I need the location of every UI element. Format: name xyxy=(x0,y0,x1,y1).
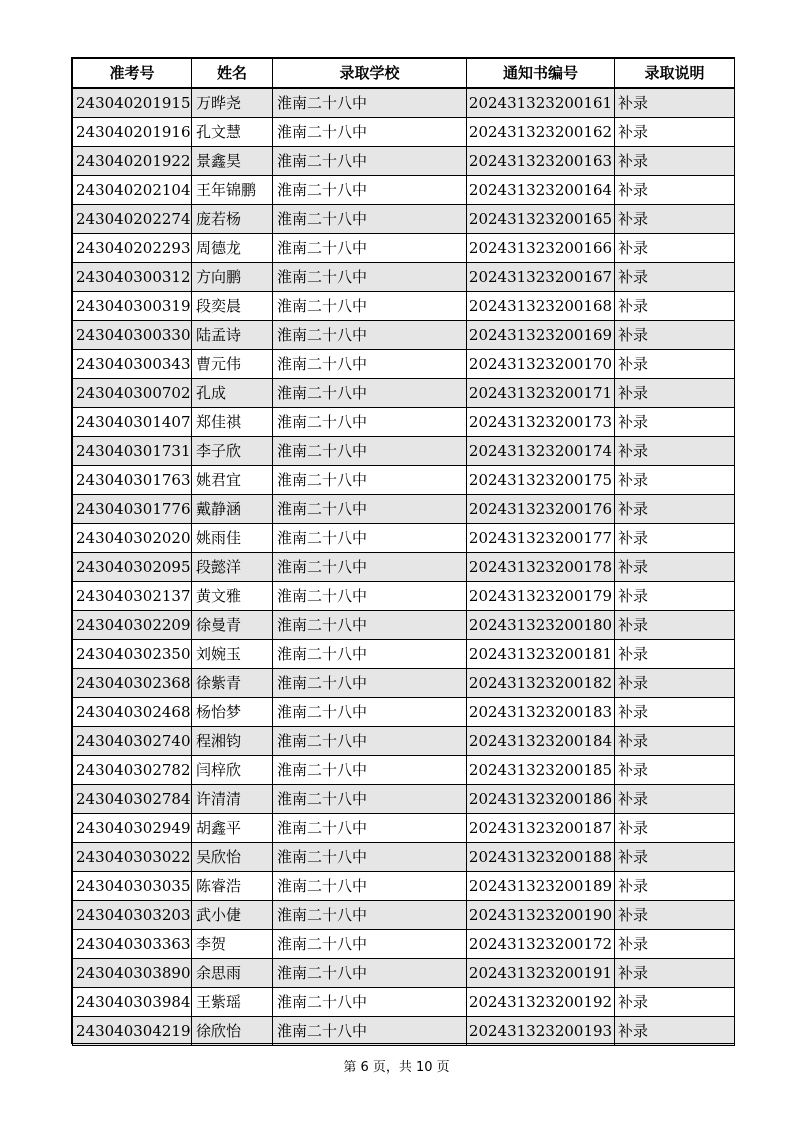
cell-exam-id: 243040300312 xyxy=(73,263,192,292)
cell-admission-note: 补录 xyxy=(615,437,735,466)
cell-exam-id: 243040302782 xyxy=(73,756,192,785)
cell-notice-number: 202431323200177 xyxy=(467,524,615,553)
cell-admission-note: 补录 xyxy=(615,263,735,292)
cell-admission-note: 补录 xyxy=(615,1017,735,1046)
table-row xyxy=(73,118,735,147)
cell-name: 王年锦鹏 xyxy=(192,176,273,205)
table-row xyxy=(73,553,735,582)
cell-school: 淮南二十八中 xyxy=(273,988,467,1017)
cell-notice-number: 202431323200172 xyxy=(467,930,615,959)
cell-school: 淮南二十八中 xyxy=(273,88,467,118)
cell-name: 段懿洋 xyxy=(192,553,273,582)
cell-name: 曹元伟 xyxy=(192,350,273,379)
cell-notice-number: 202431323200167 xyxy=(467,263,615,292)
table-row xyxy=(73,698,735,727)
cell-school: 淮南二十八中 xyxy=(273,814,467,843)
cell-admission-note: 补录 xyxy=(615,466,735,495)
cell-school: 淮南二十八中 xyxy=(273,930,467,959)
cell-notice-number: 202431323200178 xyxy=(467,553,615,582)
cell-notice-number: 202431323200181 xyxy=(467,640,615,669)
cell-exam-id: 243040300319 xyxy=(73,292,192,321)
cell-exam-id: 243040202104 xyxy=(73,176,192,205)
cell-admission-note: 补录 xyxy=(615,553,735,582)
cell-admission-note: 补录 xyxy=(615,901,735,930)
cell-admission-note: 补录 xyxy=(615,292,735,321)
cell-admission-note: 补录 xyxy=(615,495,735,524)
cell-admission-note: 补录 xyxy=(615,611,735,640)
cell-name: 李贺 xyxy=(192,930,273,959)
cell-admission-note: 补录 xyxy=(615,843,735,872)
cell-name: 王紫瑶 xyxy=(192,988,273,1017)
cell-admission-note: 补录 xyxy=(615,872,735,901)
cell-notice-number: 202431323200171 xyxy=(467,379,615,408)
cell-notice-number: 202431323200183 xyxy=(467,698,615,727)
cell-name: 陈睿浩 xyxy=(192,872,273,901)
cell-exam-id: 243040302137 xyxy=(73,582,192,611)
cell-name: 李子欣 xyxy=(192,437,273,466)
cell-school: 淮南二十八中 xyxy=(273,669,467,698)
cell-notice-number: 202431323200186 xyxy=(467,785,615,814)
cell-notice-number: 202431323200175 xyxy=(467,466,615,495)
cell-exam-id: 243040302784 xyxy=(73,785,192,814)
cell-admission-note: 补录 xyxy=(615,524,735,553)
header-name: 姓名 xyxy=(192,59,273,89)
cell-admission-note: 补录 xyxy=(615,234,735,263)
cell-exam-id: 243040303890 xyxy=(73,959,192,988)
cell-school: 淮南二十八中 xyxy=(273,466,467,495)
cell-school: 淮南二十八中 xyxy=(273,147,467,176)
table-row xyxy=(73,640,735,669)
table-row xyxy=(73,495,735,524)
cell-school: 淮南二十八中 xyxy=(273,350,467,379)
cell-name: 武小倢 xyxy=(192,901,273,930)
cell-name: 周德龙 xyxy=(192,234,273,263)
table-row xyxy=(73,205,735,234)
cell-exam-id: 243040300330 xyxy=(73,321,192,350)
cell-exam-id: 243040300702 xyxy=(73,379,192,408)
cell-notice-number: 202431323200174 xyxy=(467,437,615,466)
header-exam-id: 准考号 xyxy=(73,59,192,89)
cell-exam-id: 243040303203 xyxy=(73,901,192,930)
cell-name: 杨怡梦 xyxy=(192,698,273,727)
admission-table xyxy=(72,58,735,1046)
cell-exam-id: 243040302468 xyxy=(73,698,192,727)
cell-name: 陆孟诗 xyxy=(192,321,273,350)
cell-exam-id: 243040301776 xyxy=(73,495,192,524)
cell-name: 孔文慧 xyxy=(192,118,273,147)
cell-admission-note: 补录 xyxy=(615,669,735,698)
cell-name: 胡鑫平 xyxy=(192,814,273,843)
table-row xyxy=(73,176,735,205)
cell-notice-number: 202431323200193 xyxy=(467,1017,615,1046)
cell-notice-number: 202431323200190 xyxy=(467,901,615,930)
cell-notice-number: 202431323200161 xyxy=(467,88,615,118)
cell-admission-note: 补录 xyxy=(615,176,735,205)
cell-admission-note: 补录 xyxy=(615,408,735,437)
cell-school: 淮南二十八中 xyxy=(273,321,467,350)
cell-school: 淮南二十八中 xyxy=(273,205,467,234)
cell-exam-id: 243040301407 xyxy=(73,408,192,437)
cell-school: 淮南二十八中 xyxy=(273,582,467,611)
cell-exam-id: 243040201916 xyxy=(73,118,192,147)
cell-notice-number: 202431323200180 xyxy=(467,611,615,640)
table-row xyxy=(73,988,735,1017)
cell-notice-number: 202431323200168 xyxy=(467,292,615,321)
table-row xyxy=(73,292,735,321)
cell-exam-id: 243040201922 xyxy=(73,147,192,176)
cell-exam-id: 243040302949 xyxy=(73,814,192,843)
cell-name: 郑佳祺 xyxy=(192,408,273,437)
table-header xyxy=(73,59,735,89)
cell-name: 姚君宜 xyxy=(192,466,273,495)
cell-name: 余思雨 xyxy=(192,959,273,988)
cell-notice-number: 202431323200182 xyxy=(467,669,615,698)
table-row xyxy=(73,88,735,118)
header-row xyxy=(73,59,735,89)
cell-exam-id: 243040202293 xyxy=(73,234,192,263)
table-row xyxy=(73,959,735,988)
cell-school: 淮南二十八中 xyxy=(273,263,467,292)
cell-admission-note: 补录 xyxy=(615,582,735,611)
cell-notice-number: 202431323200162 xyxy=(467,118,615,147)
cell-name: 庞若杨 xyxy=(192,205,273,234)
cell-name: 姚雨佳 xyxy=(192,524,273,553)
table-row xyxy=(73,901,735,930)
cell-notice-number: 202431323200184 xyxy=(467,727,615,756)
cell-notice-number: 202431323200189 xyxy=(467,872,615,901)
table-row xyxy=(73,350,735,379)
cell-school: 淮南二十八中 xyxy=(273,756,467,785)
cell-admission-note: 补录 xyxy=(615,321,735,350)
cell-school: 淮南二十八中 xyxy=(273,785,467,814)
cell-school: 淮南二十八中 xyxy=(273,640,467,669)
cell-exam-id: 243040302095 xyxy=(73,553,192,582)
cell-exam-id: 243040300343 xyxy=(73,350,192,379)
table-body xyxy=(73,88,735,1046)
cell-school: 淮南二十八中 xyxy=(273,959,467,988)
cell-notice-number: 202431323200163 xyxy=(467,147,615,176)
cell-name: 许清清 xyxy=(192,785,273,814)
cell-admission-note: 补录 xyxy=(615,756,735,785)
cell-name: 戴静涵 xyxy=(192,495,273,524)
cell-school: 淮南二十八中 xyxy=(273,727,467,756)
cell-notice-number: 202431323200192 xyxy=(467,988,615,1017)
table-row xyxy=(73,263,735,292)
cell-exam-id: 243040303984 xyxy=(73,988,192,1017)
cell-school: 淮南二十八中 xyxy=(273,495,467,524)
cell-notice-number: 202431323200173 xyxy=(467,408,615,437)
table-row xyxy=(73,872,735,901)
cell-admission-note: 补录 xyxy=(615,147,735,176)
cell-admission-note: 补录 xyxy=(615,350,735,379)
cell-admission-note: 补录 xyxy=(615,785,735,814)
cell-school: 淮南二十八中 xyxy=(273,408,467,437)
cell-notice-number: 202431323200188 xyxy=(467,843,615,872)
cell-school: 淮南二十八中 xyxy=(273,524,467,553)
cell-school: 淮南二十八中 xyxy=(273,292,467,321)
cell-admission-note: 补录 xyxy=(615,640,735,669)
cell-school: 淮南二十八中 xyxy=(273,698,467,727)
cell-name: 徐紫青 xyxy=(192,669,273,698)
cell-name: 景鑫昊 xyxy=(192,147,273,176)
table-row xyxy=(73,785,735,814)
cell-name: 孔成 xyxy=(192,379,273,408)
cell-notice-number: 202431323200169 xyxy=(467,321,615,350)
table-row xyxy=(73,379,735,408)
table-row xyxy=(73,582,735,611)
table-row xyxy=(73,843,735,872)
cell-notice-number: 202431323200179 xyxy=(467,582,615,611)
cell-name: 徐欣怡 xyxy=(192,1017,273,1046)
cell-school: 淮南二十八中 xyxy=(273,872,467,901)
cell-admission-note: 补录 xyxy=(615,118,735,147)
cell-notice-number: 202431323200191 xyxy=(467,959,615,988)
table-row xyxy=(73,756,735,785)
table-row xyxy=(73,408,735,437)
cell-school: 淮南二十八中 xyxy=(273,379,467,408)
cell-admission-note: 补录 xyxy=(615,698,735,727)
cell-name: 方向鹏 xyxy=(192,263,273,292)
table-row xyxy=(73,466,735,495)
cell-exam-id: 243040302368 xyxy=(73,669,192,698)
cell-notice-number: 202431323200166 xyxy=(467,234,615,263)
cell-school: 淮南二十八中 xyxy=(273,611,467,640)
cell-name: 段奕晨 xyxy=(192,292,273,321)
cell-admission-note: 补录 xyxy=(615,727,735,756)
cell-notice-number: 202431323200185 xyxy=(467,756,615,785)
page-footer: 第 6 页，共 10 页 xyxy=(343,1060,450,1075)
cell-school: 淮南二十八中 xyxy=(273,176,467,205)
cell-name: 闫梓欣 xyxy=(192,756,273,785)
header-school: 录取学校 xyxy=(273,59,467,89)
cell-admission-note: 补录 xyxy=(615,930,735,959)
cell-notice-number: 202431323200170 xyxy=(467,350,615,379)
cell-school: 淮南二十八中 xyxy=(273,437,467,466)
table-row xyxy=(73,727,735,756)
cell-name: 程湘钧 xyxy=(192,727,273,756)
table-row xyxy=(73,669,735,698)
cell-admission-note: 补录 xyxy=(615,88,735,118)
cell-exam-id: 243040302350 xyxy=(73,640,192,669)
table-row xyxy=(73,611,735,640)
cell-school: 淮南二十八中 xyxy=(273,118,467,147)
cell-exam-id: 243040302740 xyxy=(73,727,192,756)
header-notice-number: 通知书编号 xyxy=(467,59,615,89)
cell-notice-number: 202431323200187 xyxy=(467,814,615,843)
cell-name: 黄文雅 xyxy=(192,582,273,611)
table-row xyxy=(73,524,735,553)
cell-school: 淮南二十八中 xyxy=(273,1017,467,1046)
cell-exam-id: 243040303022 xyxy=(73,843,192,872)
cell-name: 吴欣怡 xyxy=(192,843,273,872)
cell-exam-id: 243040302209 xyxy=(73,611,192,640)
cell-name: 万晔尧 xyxy=(192,88,273,118)
cell-school: 淮南二十八中 xyxy=(273,843,467,872)
cell-exam-id: 243040201915 xyxy=(73,88,192,118)
table-row xyxy=(73,437,735,466)
cell-exam-id: 243040303363 xyxy=(73,930,192,959)
cell-admission-note: 补录 xyxy=(615,379,735,408)
cell-school: 淮南二十八中 xyxy=(273,553,467,582)
cell-notice-number: 202431323200165 xyxy=(467,205,615,234)
cell-exam-id: 243040303035 xyxy=(73,872,192,901)
cell-school: 淮南二十八中 xyxy=(273,901,467,930)
table-row xyxy=(73,147,735,176)
cell-school: 淮南二十八中 xyxy=(273,234,467,263)
cell-exam-id: 243040302020 xyxy=(73,524,192,553)
cell-admission-note: 补录 xyxy=(615,814,735,843)
cell-name: 刘婉玉 xyxy=(192,640,273,669)
table-row xyxy=(73,234,735,263)
cell-notice-number: 202431323200176 xyxy=(467,495,615,524)
cell-notice-number: 202431323200164 xyxy=(467,176,615,205)
cell-admission-note: 补录 xyxy=(615,205,735,234)
cell-exam-id: 243040202274 xyxy=(73,205,192,234)
table-row xyxy=(73,930,735,959)
cell-exam-id: 243040304219 xyxy=(73,1017,192,1046)
cell-exam-id: 243040301763 xyxy=(73,466,192,495)
table-row xyxy=(73,1017,735,1046)
cell-name: 徐曼青 xyxy=(192,611,273,640)
table-row xyxy=(73,814,735,843)
header-admission-note: 录取说明 xyxy=(615,59,735,89)
table-row xyxy=(73,321,735,350)
cell-exam-id: 243040301731 xyxy=(73,437,192,466)
cell-admission-note: 补录 xyxy=(615,988,735,1017)
cell-admission-note: 补录 xyxy=(615,959,735,988)
